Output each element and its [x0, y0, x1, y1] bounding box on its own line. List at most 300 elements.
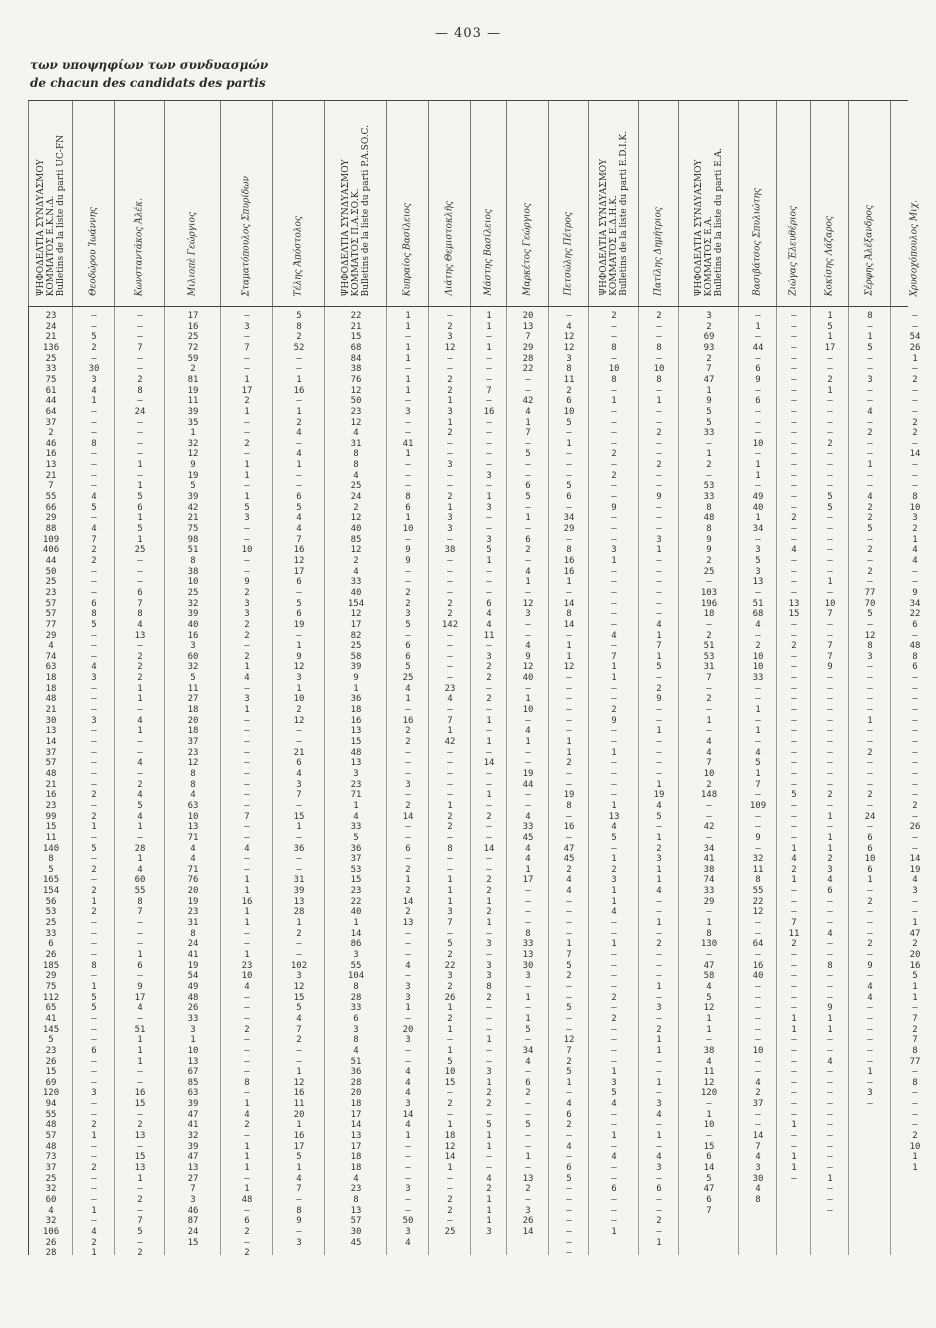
vote-count-cell: 8: [656, 342, 662, 353]
vote-count-cell: 3: [296, 673, 302, 684]
vote-count-cell: 22: [350, 311, 362, 321]
vote-count-cell: 2: [91, 790, 97, 801]
vote-count-cell: 3: [486, 502, 492, 513]
vote-count-cell: —: [611, 417, 617, 428]
vote-count-cell: 12: [293, 662, 305, 673]
vote-count-cell: 3: [912, 886, 918, 897]
vote-count-cell: —: [656, 907, 662, 918]
vote-count-cell: —: [447, 587, 453, 598]
vote-count-cell: 3: [244, 321, 250, 332]
vote-count-cell: 14: [402, 896, 414, 907]
vote-count-cell: —: [611, 641, 617, 652]
vote-count-cell: 13: [187, 822, 199, 833]
vote-count-cell: 71: [350, 790, 362, 801]
vote-count-cell: —: [791, 587, 797, 598]
vote-count-cell: 5: [525, 1024, 531, 1035]
vote-count-cell: 29: [45, 630, 57, 641]
vote-count-cell: 3: [486, 971, 492, 982]
vote-count-cell: —: [405, 705, 411, 716]
vote-count-cell: 57: [45, 758, 57, 769]
vote-count-cell: 53: [703, 651, 715, 662]
vote-count-cell: —: [867, 918, 873, 929]
vote-count-cell: 4: [244, 843, 250, 854]
vote-count-cell: 1: [827, 1024, 833, 1035]
vote-count-cell: —: [791, 502, 797, 513]
vote-count-cell: 19: [293, 619, 305, 630]
vote-count-cell: —: [791, 534, 797, 545]
vote-count-cell: —: [656, 705, 662, 716]
vote-count-cell: —: [566, 694, 572, 705]
vote-count-cell: 4: [296, 768, 302, 779]
vote-count-cell: 16: [134, 1088, 146, 1099]
vote-count-cell: —: [791, 1173, 797, 1184]
vote-count-cell: —: [244, 854, 250, 865]
vote-count-cell: 4: [706, 737, 712, 747]
vote-count-cell: 33: [45, 928, 57, 939]
vote-count-cell: 18: [187, 705, 199, 716]
vote-count-cell: 3: [755, 1163, 761, 1173]
vote-count-cell: 13: [522, 1173, 534, 1184]
vote-count-cell: 26: [45, 1237, 57, 1248]
candidate-name-label: Μαρκέτος Γεώργιος: [522, 203, 533, 296]
vote-count-cell: 7: [447, 918, 453, 929]
vote-count-cell: 40: [187, 619, 199, 630]
vote-count-cell: 7: [912, 1035, 918, 1046]
vote-count-cell: 7: [137, 1216, 143, 1227]
vote-count-cell: —: [486, 854, 492, 865]
vote-count-cell: 48: [703, 513, 715, 524]
vote-count-cell: —: [755, 534, 761, 545]
vote-count-cell: —: [405, 481, 411, 492]
vote-count-cell: —: [611, 1035, 617, 1046]
vote-count-cell: 136: [42, 342, 60, 353]
vote-count-cell: —: [405, 758, 411, 769]
vote-count-cell: 14: [909, 449, 921, 460]
vote-count-cell: 15: [350, 332, 362, 343]
vote-count-cell: 15: [788, 609, 800, 620]
vote-count-cell: 2: [706, 555, 712, 566]
vote-count-cell: 2: [867, 790, 873, 801]
vote-count-cell: —: [791, 396, 797, 407]
vote-count-cell: 49: [187, 981, 199, 992]
vote-count-cell: 1: [486, 555, 492, 566]
vote-count-cell: 22: [909, 609, 921, 620]
vote-count-cell: 1: [486, 342, 492, 353]
vote-count-cell: 4: [405, 1077, 411, 1088]
vote-count-cell: 5: [706, 1173, 712, 1184]
vote-count-cell: —: [791, 1003, 797, 1014]
vote-count-cell: 8: [566, 545, 572, 556]
vote-count-cell: 47: [563, 843, 575, 854]
vote-count-cell: 1: [405, 342, 411, 353]
vote-count-cell: 55: [45, 1109, 57, 1120]
vote-count-cell: 2: [525, 1088, 531, 1099]
vote-count-cell: —: [791, 832, 797, 843]
vote-count-cell: 2: [91, 811, 97, 822]
vote-count-cell: 1: [791, 1024, 797, 1035]
vote-count-cell: —: [405, 971, 411, 982]
vote-count-cell: —: [296, 364, 302, 375]
column-header-18: [848, 101, 891, 306]
vote-count-cell: 12: [293, 715, 305, 726]
vote-count-cell: 65: [45, 1003, 57, 1014]
vote-count-cell: —: [566, 715, 572, 726]
vote-count-cell: 23: [45, 1045, 57, 1056]
vote-count-cell: —: [91, 779, 97, 790]
vote-count-cell: 1: [656, 981, 662, 992]
vote-count-cell: —: [525, 438, 531, 449]
vote-count-cell: 1: [706, 385, 712, 396]
vote-count-cell: —: [827, 470, 833, 481]
vote-count-cell: —: [137, 918, 143, 929]
vote-count-cell: 1: [566, 438, 572, 449]
vote-count-cell: 2: [405, 907, 411, 918]
vote-count-cell: 2: [486, 1099, 492, 1110]
vote-count-cell: 196: [700, 598, 718, 609]
vote-count-cell: 1: [190, 1035, 196, 1046]
vote-count-cell: —: [447, 758, 453, 769]
vote-count-cell: 2: [755, 1088, 761, 1099]
vote-count-cell: 1: [91, 1248, 97, 1259]
column-header-15: [738, 101, 777, 306]
vote-count-cell: 10: [241, 545, 253, 556]
vote-count-cell: —: [706, 832, 712, 843]
vote-count-cell: 5: [486, 1120, 492, 1131]
vote-count-cell: —: [566, 928, 572, 939]
vote-count-cell: —: [912, 566, 918, 577]
vote-count-cell: 45: [522, 832, 534, 843]
vote-count-cell: 1: [827, 1013, 833, 1024]
vote-count-cell: 1: [137, 1173, 143, 1184]
vote-count-cell: —: [486, 683, 492, 694]
vote-count-cell: 19: [909, 864, 921, 875]
vote-count-cell: —: [566, 992, 572, 1003]
vote-count-cell: —: [137, 417, 143, 428]
vote-count-cell: 3: [525, 1205, 531, 1216]
vote-count-cell: 8: [867, 311, 873, 321]
vote-count-cell: 4: [405, 1120, 411, 1131]
vote-count-cell: 2: [827, 854, 833, 865]
vote-count-cell: 2: [244, 1120, 250, 1131]
vote-count-cell: 8: [566, 364, 572, 375]
vote-count-cell: 1: [244, 492, 250, 503]
vote-count-cell: 1: [611, 555, 617, 566]
vote-count-cell: 19: [187, 385, 199, 396]
vote-count-cell: 4: [486, 1173, 492, 1184]
vote-count-cell: 23: [241, 960, 253, 971]
vote-count-cell: 1: [611, 886, 617, 897]
vote-count-cell: 1: [827, 1173, 833, 1184]
vote-count-cell: —: [755, 950, 761, 960]
vote-count-cell: 23: [350, 886, 362, 897]
vote-count-cell: 3: [405, 1035, 411, 1046]
candidate-name-label: Θεοδώρου Ἰωάννης: [88, 207, 99, 296]
vote-count-cell: —: [791, 960, 797, 971]
vote-count-cell: 58: [703, 971, 715, 982]
vote-count-cell: 1: [447, 896, 453, 907]
vote-count-cell: —: [447, 470, 453, 481]
vote-count-cell: 4: [656, 1109, 662, 1120]
vote-count-cell: 41: [402, 438, 414, 449]
vote-count-cell: 1: [405, 353, 411, 364]
vote-count-cell: 48: [909, 641, 921, 652]
vote-count-cell: —: [611, 694, 617, 705]
vote-count-cell: —: [486, 1109, 492, 1120]
vote-count-cell: —: [525, 758, 531, 769]
vote-count-cell: —: [611, 981, 617, 992]
vote-count-cell: 24: [187, 939, 199, 950]
vote-count-cell: 6: [525, 534, 531, 545]
vote-count-cell: —: [525, 1163, 531, 1173]
vote-count-cell: —: [566, 460, 572, 471]
vote-count-cell: 4: [48, 1205, 54, 1216]
vote-count-cell: —: [405, 460, 411, 471]
vote-count-cell: 3: [486, 1226, 492, 1237]
vote-count-cell: 1: [656, 875, 662, 886]
vote-count-cell: —: [244, 800, 250, 811]
vote-count-cell: 64: [752, 939, 764, 950]
vote-count-cell: —: [791, 364, 797, 375]
vote-count-cell: —: [405, 747, 411, 758]
vote-count-cell: 7: [296, 1184, 302, 1195]
vote-count-cell: 18: [703, 609, 715, 620]
vote-count-cell: 5: [566, 1067, 572, 1078]
vote-count-cell: 4: [912, 875, 918, 886]
vote-count-cell: —: [656, 960, 662, 971]
vote-count-cell: 77: [909, 1056, 921, 1067]
vote-count-cell: —: [791, 981, 797, 992]
vote-count-cell: 16: [402, 715, 414, 726]
vote-count-cell: 1: [190, 428, 196, 439]
vote-count-cell: —: [827, 939, 833, 950]
vote-count-cell: 5: [296, 598, 302, 609]
vote-count-cell: —: [611, 971, 617, 982]
vote-count-cell: 9: [296, 651, 302, 662]
vote-count-cell: 1: [611, 800, 617, 811]
vote-count-cell: —: [827, 406, 833, 417]
vote-count-cell: 51: [703, 641, 715, 652]
vote-count-cell: 39: [187, 1099, 199, 1110]
vote-count-cell: 5: [91, 332, 97, 343]
vote-count-cell: —: [525, 886, 531, 897]
vote-count-cell: —: [244, 939, 250, 950]
candidate-name-label: Τέλης Ἀπόστολος: [293, 215, 304, 296]
vote-count-cell: 1: [656, 726, 662, 737]
vote-count-cell: 6: [405, 843, 411, 854]
vote-count-cell: 1: [656, 1237, 662, 1248]
vote-count-cell: —: [656, 566, 662, 577]
vote-count-cell: 4: [867, 981, 873, 992]
vote-count-cell: —: [447, 1184, 453, 1195]
vote-count-cell: 2: [91, 1120, 97, 1131]
vote-count-cell: —: [791, 555, 797, 566]
vote-count-cell: 1: [912, 353, 918, 364]
vote-count-cell: —: [827, 1088, 833, 1099]
vote-count-cell: —: [244, 832, 250, 843]
vote-count-cell: 4: [827, 1056, 833, 1067]
vote-count-cell: —: [525, 1109, 531, 1120]
vote-count-cell: 33: [350, 577, 362, 588]
vote-count-cell: 9: [827, 1003, 833, 1014]
vote-count-cell: —: [244, 1045, 250, 1056]
vote-count-cell: —: [867, 928, 873, 939]
vote-count-cell: —: [525, 1099, 531, 1110]
vote-count-cell: 5: [137, 800, 143, 811]
vote-count-cell: —: [137, 1109, 143, 1120]
vote-count-cell: 17: [350, 619, 362, 630]
vote-count-cell: —: [296, 854, 302, 865]
vote-count-cell: —: [611, 492, 617, 503]
column-values-8: [428, 307, 471, 1255]
vote-count-cell: 5: [405, 662, 411, 673]
vote-count-cell: —: [867, 321, 873, 332]
vote-count-cell: —: [137, 641, 143, 652]
table-title-french: de chacun des candidats des partis: [30, 76, 266, 90]
vote-count-cell: 3: [405, 1099, 411, 1110]
vote-count-cell: 4: [48, 641, 54, 652]
vote-count-cell: 77: [864, 587, 876, 598]
vote-count-cell: 4: [91, 385, 97, 396]
vote-count-cell: 1: [486, 1205, 492, 1216]
vote-count-cell: —: [486, 1024, 492, 1035]
vote-count-cell: 6: [244, 1216, 250, 1227]
vote-count-cell: 1: [91, 1131, 97, 1142]
column-header-11: [548, 101, 589, 306]
vote-count-cell: —: [827, 726, 833, 737]
vote-count-cell: 8: [566, 609, 572, 620]
vote-count-cell: 40: [752, 502, 764, 513]
table-title-greek: των υποψηφίων των συνδυασμών: [30, 58, 269, 72]
column-values-0: [28, 307, 73, 1259]
column-values-10: [506, 307, 549, 1255]
vote-count-cell: —: [611, 321, 617, 332]
vote-count-cell: 4: [190, 843, 196, 854]
vote-count-cell: 1: [405, 1003, 411, 1014]
vote-count-cell: 6: [137, 960, 143, 971]
vote-count-cell: 1: [566, 737, 572, 747]
vote-count-cell: —: [755, 822, 761, 833]
vote-count-cell: 10: [909, 1141, 921, 1152]
vote-count-cell: 1: [244, 1184, 250, 1195]
vote-count-cell: 25: [45, 577, 57, 588]
vote-count-cell: 44: [45, 396, 57, 407]
vote-count-cell: 48: [241, 1194, 253, 1205]
vote-count-cell: —: [755, 918, 761, 929]
vote-count-cell: —: [791, 492, 797, 503]
vote-count-cell: 2: [447, 374, 453, 385]
vote-count-cell: 6: [353, 1013, 359, 1024]
column-header-6: [324, 101, 387, 306]
vote-count-cell: 6: [755, 364, 761, 375]
vote-count-cell: 5: [706, 417, 712, 428]
vote-count-cell: 10: [187, 577, 199, 588]
vote-count-cell: 2: [486, 673, 492, 684]
vote-count-cell: 1: [827, 332, 833, 343]
vote-count-cell: 41: [187, 1120, 199, 1131]
vote-count-cell: —: [867, 1003, 873, 1014]
vote-count-cell: —: [566, 1216, 572, 1227]
vote-count-cell: 31: [350, 438, 362, 449]
column-values-7: [386, 307, 429, 1255]
vote-count-cell: —: [611, 524, 617, 534]
vote-count-cell: —: [296, 864, 302, 875]
vote-count-cell: 5: [525, 449, 531, 460]
vote-count-cell: 16: [752, 960, 764, 971]
vote-count-cell: —: [791, 822, 797, 833]
vote-count-cell: 4: [656, 800, 662, 811]
vote-count-cell: —: [791, 428, 797, 439]
vote-count-cell: —: [755, 385, 761, 396]
vote-count-cell: —: [755, 449, 761, 460]
vote-count-cell: —: [566, 779, 572, 790]
vote-count-cell: —: [791, 1077, 797, 1088]
vote-count-cell: 15: [45, 1067, 57, 1078]
vote-count-cell: —: [867, 886, 873, 897]
vote-count-cell: 7: [656, 641, 662, 652]
vote-count-cell: 30: [45, 715, 57, 726]
vote-count-cell: 9: [244, 577, 250, 588]
vote-count-cell: 15: [187, 1237, 199, 1248]
vote-count-cell: 17: [241, 385, 253, 396]
vote-count-cell: —: [611, 790, 617, 801]
vote-count-cell: —: [867, 396, 873, 407]
vote-count-cell: 2: [137, 779, 143, 790]
vote-count-cell: —: [611, 587, 617, 598]
vote-count-cell: —: [91, 651, 97, 662]
vote-count-cell: —: [137, 1013, 143, 1024]
vote-count-cell: 5: [48, 1035, 54, 1046]
vote-count-cell: —: [296, 438, 302, 449]
vote-count-cell: 7: [706, 364, 712, 375]
vote-count-cell: 1: [525, 694, 531, 705]
vote-count-cell: 77: [45, 619, 57, 630]
vote-count-cell: 7: [190, 1184, 196, 1195]
vote-count-cell: —: [755, 1067, 761, 1078]
vote-count-cell: —: [91, 939, 97, 950]
vote-count-cell: —: [611, 1216, 617, 1227]
vote-count-cell: —: [244, 311, 250, 321]
vote-count-cell: —: [486, 1003, 492, 1014]
vote-count-cell: 57: [45, 609, 57, 620]
vote-count-cell: 1: [486, 1141, 492, 1152]
vote-count-cell: —: [566, 1184, 572, 1195]
vote-count-cell: 8: [656, 374, 662, 385]
vote-count-cell: —: [656, 928, 662, 939]
vote-count-cell: —: [566, 896, 572, 907]
vote-count-cell: —: [244, 992, 250, 1003]
vote-count-cell: —: [867, 385, 873, 396]
vote-count-cell: 6: [91, 598, 97, 609]
vote-count-cell: 53: [703, 481, 715, 492]
column-values-4: [220, 307, 273, 1259]
page-number: — 403 —: [434, 26, 502, 41]
vote-count-cell: 8: [611, 374, 617, 385]
vote-count-cell: —: [912, 747, 918, 758]
vote-count-cell: 8: [566, 800, 572, 811]
vote-count-cell: —: [137, 364, 143, 375]
vote-count-cell: 16: [563, 555, 575, 566]
vote-count-cell: —: [447, 438, 453, 449]
vote-count-cell: —: [486, 417, 492, 428]
vote-count-cell: —: [611, 1024, 617, 1035]
vote-count-cell: 5: [755, 555, 761, 566]
vote-count-cell: 2: [91, 1237, 97, 1248]
vote-count-cell: —: [566, 630, 572, 641]
vote-count-cell: —: [486, 577, 492, 588]
vote-count-cell: —: [827, 1109, 833, 1120]
vote-count-cell: 18: [187, 726, 199, 737]
vote-count-cell: —: [244, 1056, 250, 1067]
